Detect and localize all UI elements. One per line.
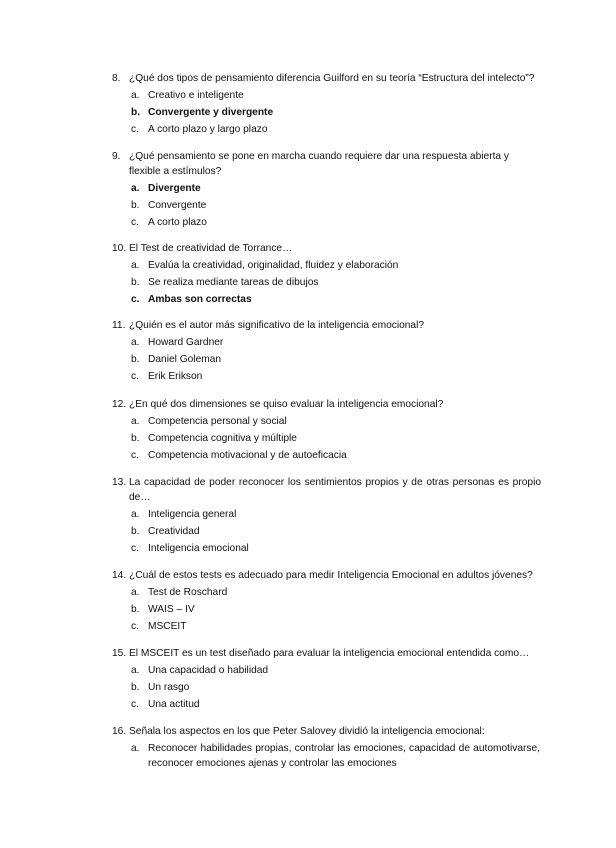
option-text: Evalúa la creatividad, originalidad, fluidez y elaboración xyxy=(148,260,399,271)
option-letter: b. xyxy=(131,277,140,288)
question-line xyxy=(0,647,616,662)
option-text: Ambas son correctas xyxy=(148,294,252,305)
question-text: El Test de creatividad de Torrance… xyxy=(129,243,293,254)
option-letter: a. xyxy=(131,665,140,676)
answer-option-correct xyxy=(0,293,616,308)
question-text: ¿Quién es el autor más significativo de la inteligencia emocional? xyxy=(129,320,425,331)
option-text: Competencia cognitiva y múltiple xyxy=(148,433,297,444)
option-text: Reconocer habilidades propias, controlar las emociones, capacidad de automotivarse, reconocer emociones ajenas y controlar las emociones xyxy=(148,743,540,769)
option-text: Se realiza mediante tareas de dibujos xyxy=(148,277,319,288)
answer-option xyxy=(0,620,616,635)
option-letter: c. xyxy=(131,216,139,228)
option-text: Test de Roschard xyxy=(148,587,228,598)
option-letter: b. xyxy=(131,199,140,211)
option-letter: a. xyxy=(131,260,140,271)
answer-option xyxy=(0,199,616,214)
question-line xyxy=(0,476,616,505)
question-number: 9. xyxy=(112,151,121,162)
question-12 xyxy=(0,398,616,464)
option-text: Competencia personal y social xyxy=(148,416,287,427)
option-letter: c. xyxy=(131,450,139,461)
option-letter: c. xyxy=(131,294,140,305)
answer-option xyxy=(0,681,616,696)
option-letter: a. xyxy=(131,182,140,194)
question-number: 11. xyxy=(112,320,126,331)
option-text: Creativo e inteligente xyxy=(148,90,244,101)
question-text: El MSCEIT es un test diseñado para evaluar la inteligencia emocional entendida como… xyxy=(129,648,530,659)
answer-option xyxy=(0,415,616,430)
option-text: Competencia motivacional y de autoeficacia xyxy=(148,450,347,461)
answer-option-correct xyxy=(0,182,616,197)
question-text: ¿Cuál de estos tests es adecuado para medir Inteligencia Emocional en adultos jóvenes? xyxy=(129,570,533,581)
answer-option xyxy=(0,216,616,231)
answer-option xyxy=(0,89,616,104)
question-line xyxy=(0,72,616,87)
answer-option xyxy=(0,259,616,274)
option-letter: a. xyxy=(131,508,140,520)
answer-option xyxy=(0,449,616,464)
question-number: 8. xyxy=(112,73,121,84)
option-letter: b. xyxy=(131,433,140,444)
option-text: Inteligencia emocional xyxy=(148,542,249,554)
question-8 xyxy=(0,72,616,138)
option-text: WAIS – IV xyxy=(148,604,195,615)
question-number: 12. xyxy=(112,399,127,410)
answer-option xyxy=(0,370,616,385)
option-text: A corto plazo xyxy=(148,216,207,228)
question-10 xyxy=(0,242,616,308)
question-line xyxy=(0,242,616,257)
option-letter: c. xyxy=(131,124,139,135)
option-text: Convergente xyxy=(148,199,207,211)
option-letter: b. xyxy=(131,354,140,365)
answer-option xyxy=(0,508,616,523)
option-letter: c. xyxy=(131,621,139,632)
option-text: Howard Gardner xyxy=(148,337,224,348)
answer-option xyxy=(0,336,616,351)
question-number: 16. xyxy=(112,726,127,737)
question-15 xyxy=(0,647,616,713)
answer-option xyxy=(0,432,616,447)
option-letter: a. xyxy=(131,90,140,101)
option-text: Creatividad xyxy=(148,525,200,537)
question-11 xyxy=(0,319,616,385)
option-text: Inteligencia general xyxy=(148,508,237,520)
question-14 xyxy=(0,569,616,635)
question-line xyxy=(0,319,616,334)
question-line xyxy=(0,398,616,413)
question-9 xyxy=(0,150,616,230)
answer-option xyxy=(0,542,616,557)
option-text: Convergente y divergente xyxy=(148,107,274,118)
option-letter: c. xyxy=(131,699,139,710)
question-16 xyxy=(0,725,616,771)
option-text: Divergente xyxy=(148,182,201,194)
option-letter: a. xyxy=(131,416,140,427)
answer-option xyxy=(0,664,616,679)
option-letter: a. xyxy=(131,587,140,598)
answer-option xyxy=(0,698,616,713)
question-number: 13. xyxy=(112,477,127,488)
question-number: 10. xyxy=(112,243,127,254)
question-13 xyxy=(0,476,616,556)
answer-option xyxy=(0,586,616,601)
option-text: Erik Erikson xyxy=(148,371,203,382)
option-text: Daniel Goleman xyxy=(148,354,222,365)
option-letter: b. xyxy=(131,525,140,537)
answer-option xyxy=(0,123,616,138)
option-text: Una capacidad o habilidad xyxy=(148,665,269,676)
answer-option xyxy=(0,525,616,540)
question-line xyxy=(0,569,616,584)
answer-option xyxy=(0,353,616,368)
option-letter: c. xyxy=(131,542,139,554)
option-letter: b. xyxy=(131,682,140,693)
option-letter: b. xyxy=(131,604,140,615)
question-text: ¿Qué dos tipos de pensamiento diferencia Guilford en su teoría “Estructura del intelecto”? xyxy=(129,73,535,84)
question-text: ¿Qué pensamiento se pone en marcha cuando requiere dar una respuesta abierta y flexible a estímulos? xyxy=(129,151,510,177)
question-number: 15. xyxy=(112,648,127,659)
answer-option-correct xyxy=(0,106,616,121)
option-letter: c. xyxy=(131,371,139,382)
option-letter: a. xyxy=(131,743,140,754)
answer-option xyxy=(0,603,616,618)
option-letter: b. xyxy=(131,107,141,118)
option-text: Una actitud xyxy=(148,699,200,710)
question-text: ¿En qué dos dimensiones se quiso evaluar la inteligencia emocional? xyxy=(129,399,444,410)
option-text: Un rasgo xyxy=(148,682,190,693)
question-text: Señala los aspectos en los que Peter Salovey dividió la inteligencia emocional: xyxy=(129,726,485,737)
question-number: 14. xyxy=(112,570,127,581)
answer-option xyxy=(0,276,616,291)
question-text: La capacidad de poder reconocer los sentimientos propios y de otras personas es propio de… xyxy=(129,477,541,503)
option-text: A corto plazo y largo plazo xyxy=(148,124,268,135)
question-line xyxy=(0,725,616,740)
option-letter: a. xyxy=(131,337,140,348)
answer-option xyxy=(0,742,616,771)
option-text: MSCEIT xyxy=(148,621,187,632)
question-line xyxy=(0,150,616,179)
